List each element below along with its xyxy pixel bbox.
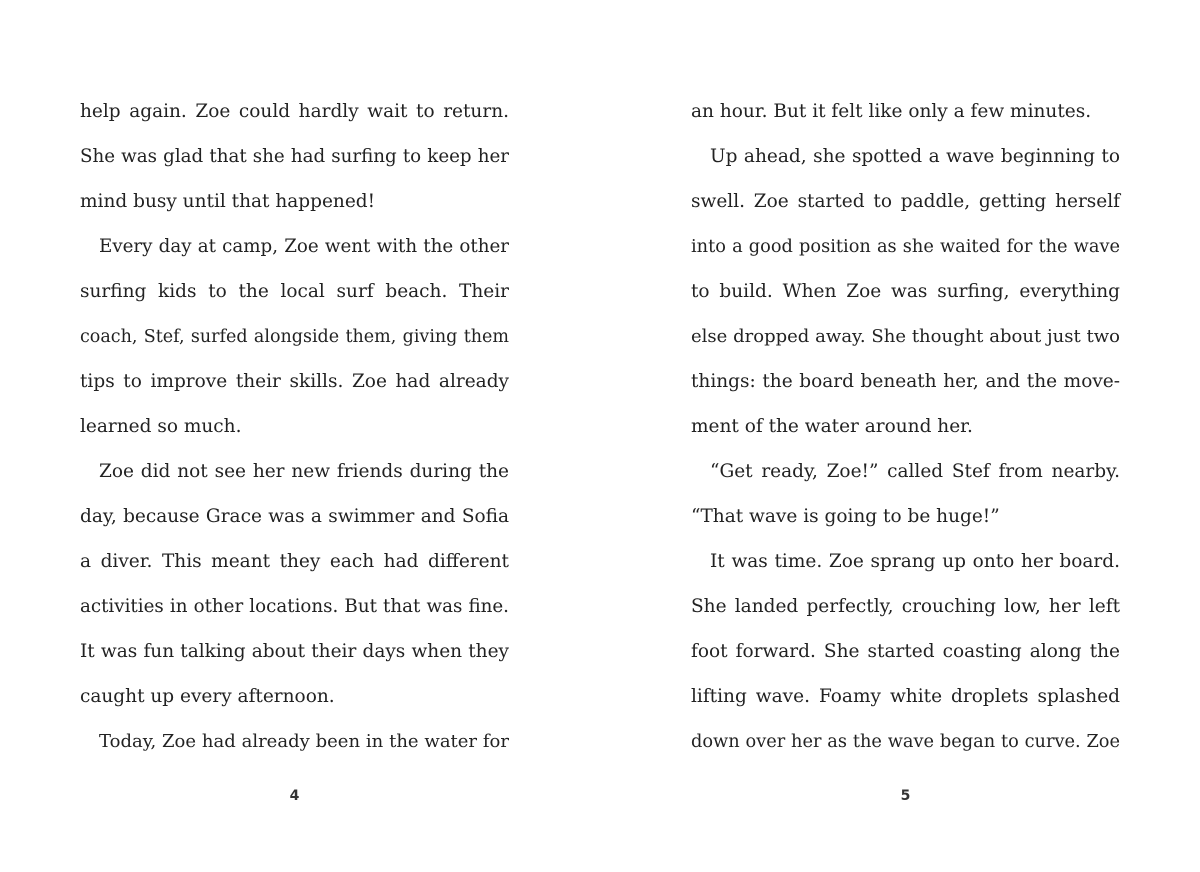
text-line: lifting wave. Foamy white droplets splashed (691, 686, 1120, 707)
text-line: down over her as the wave began to curve. Zoe (691, 732, 1120, 752)
text-line: Today, Zoe had already been in the water for (99, 731, 509, 752)
page-number: 4 (289, 788, 300, 804)
text-line: ment of the water around her. (691, 416, 973, 437)
text-line: an hour. But it felt like only a few minutes. (691, 101, 1092, 122)
page-number: 5 (900, 788, 911, 804)
text-line: tips to improve their skills. Zoe had already (80, 371, 509, 392)
text-line: else dropped away. She thought about just two (691, 326, 1120, 347)
text-line: coach, Stef, surfed alongside them, giving them (80, 327, 509, 347)
text-line: activities in other locations. But that was fine. (80, 596, 509, 617)
text-line: She landed perfectly, crouching low, her left (691, 596, 1120, 617)
text-line: learned so much. (80, 416, 242, 437)
text-line: foot forward. She started coasting along the (691, 641, 1120, 662)
text-line: Up ahead, she spotted a wave beginning to (710, 146, 1120, 167)
right-page (691, 0, 1120, 872)
text-line: into a good position as she waited for the wave (691, 237, 1120, 257)
text-line: “Get ready, Zoe!” called Stef from nearby. (710, 461, 1120, 482)
text-line: She was glad that she had surfing to keep her (80, 146, 509, 167)
text-line: “That wave is going to be huge!” (691, 506, 1000, 527)
text-line: help again. Zoe could hardly wait to return. (80, 101, 509, 122)
text-line: Zoe did not see her new friends during the (99, 461, 509, 482)
left-page (80, 0, 509, 872)
text-line: a diver. This meant they each had different (80, 551, 509, 572)
text-line: surfing kids to the local surf beach. Their (80, 281, 509, 302)
text-line: It was fun talking about their days when they (80, 641, 509, 662)
text-line: It was time. Zoe sprang up onto her board. (710, 551, 1120, 572)
text-line: caught up every afternoon. (80, 686, 335, 707)
text-line: mind busy until that happened! (80, 191, 376, 212)
text-line: Every day at camp, Zoe went with the other (99, 236, 509, 257)
text-line: day, because Grace was a swimmer and Sofia (80, 506, 509, 527)
text-line: to build. When Zoe was surfing, everything (691, 281, 1120, 302)
text-line: things: the board beneath her, and the move- (691, 371, 1120, 392)
text-line: swell. Zoe started to paddle, getting herself (691, 191, 1120, 212)
